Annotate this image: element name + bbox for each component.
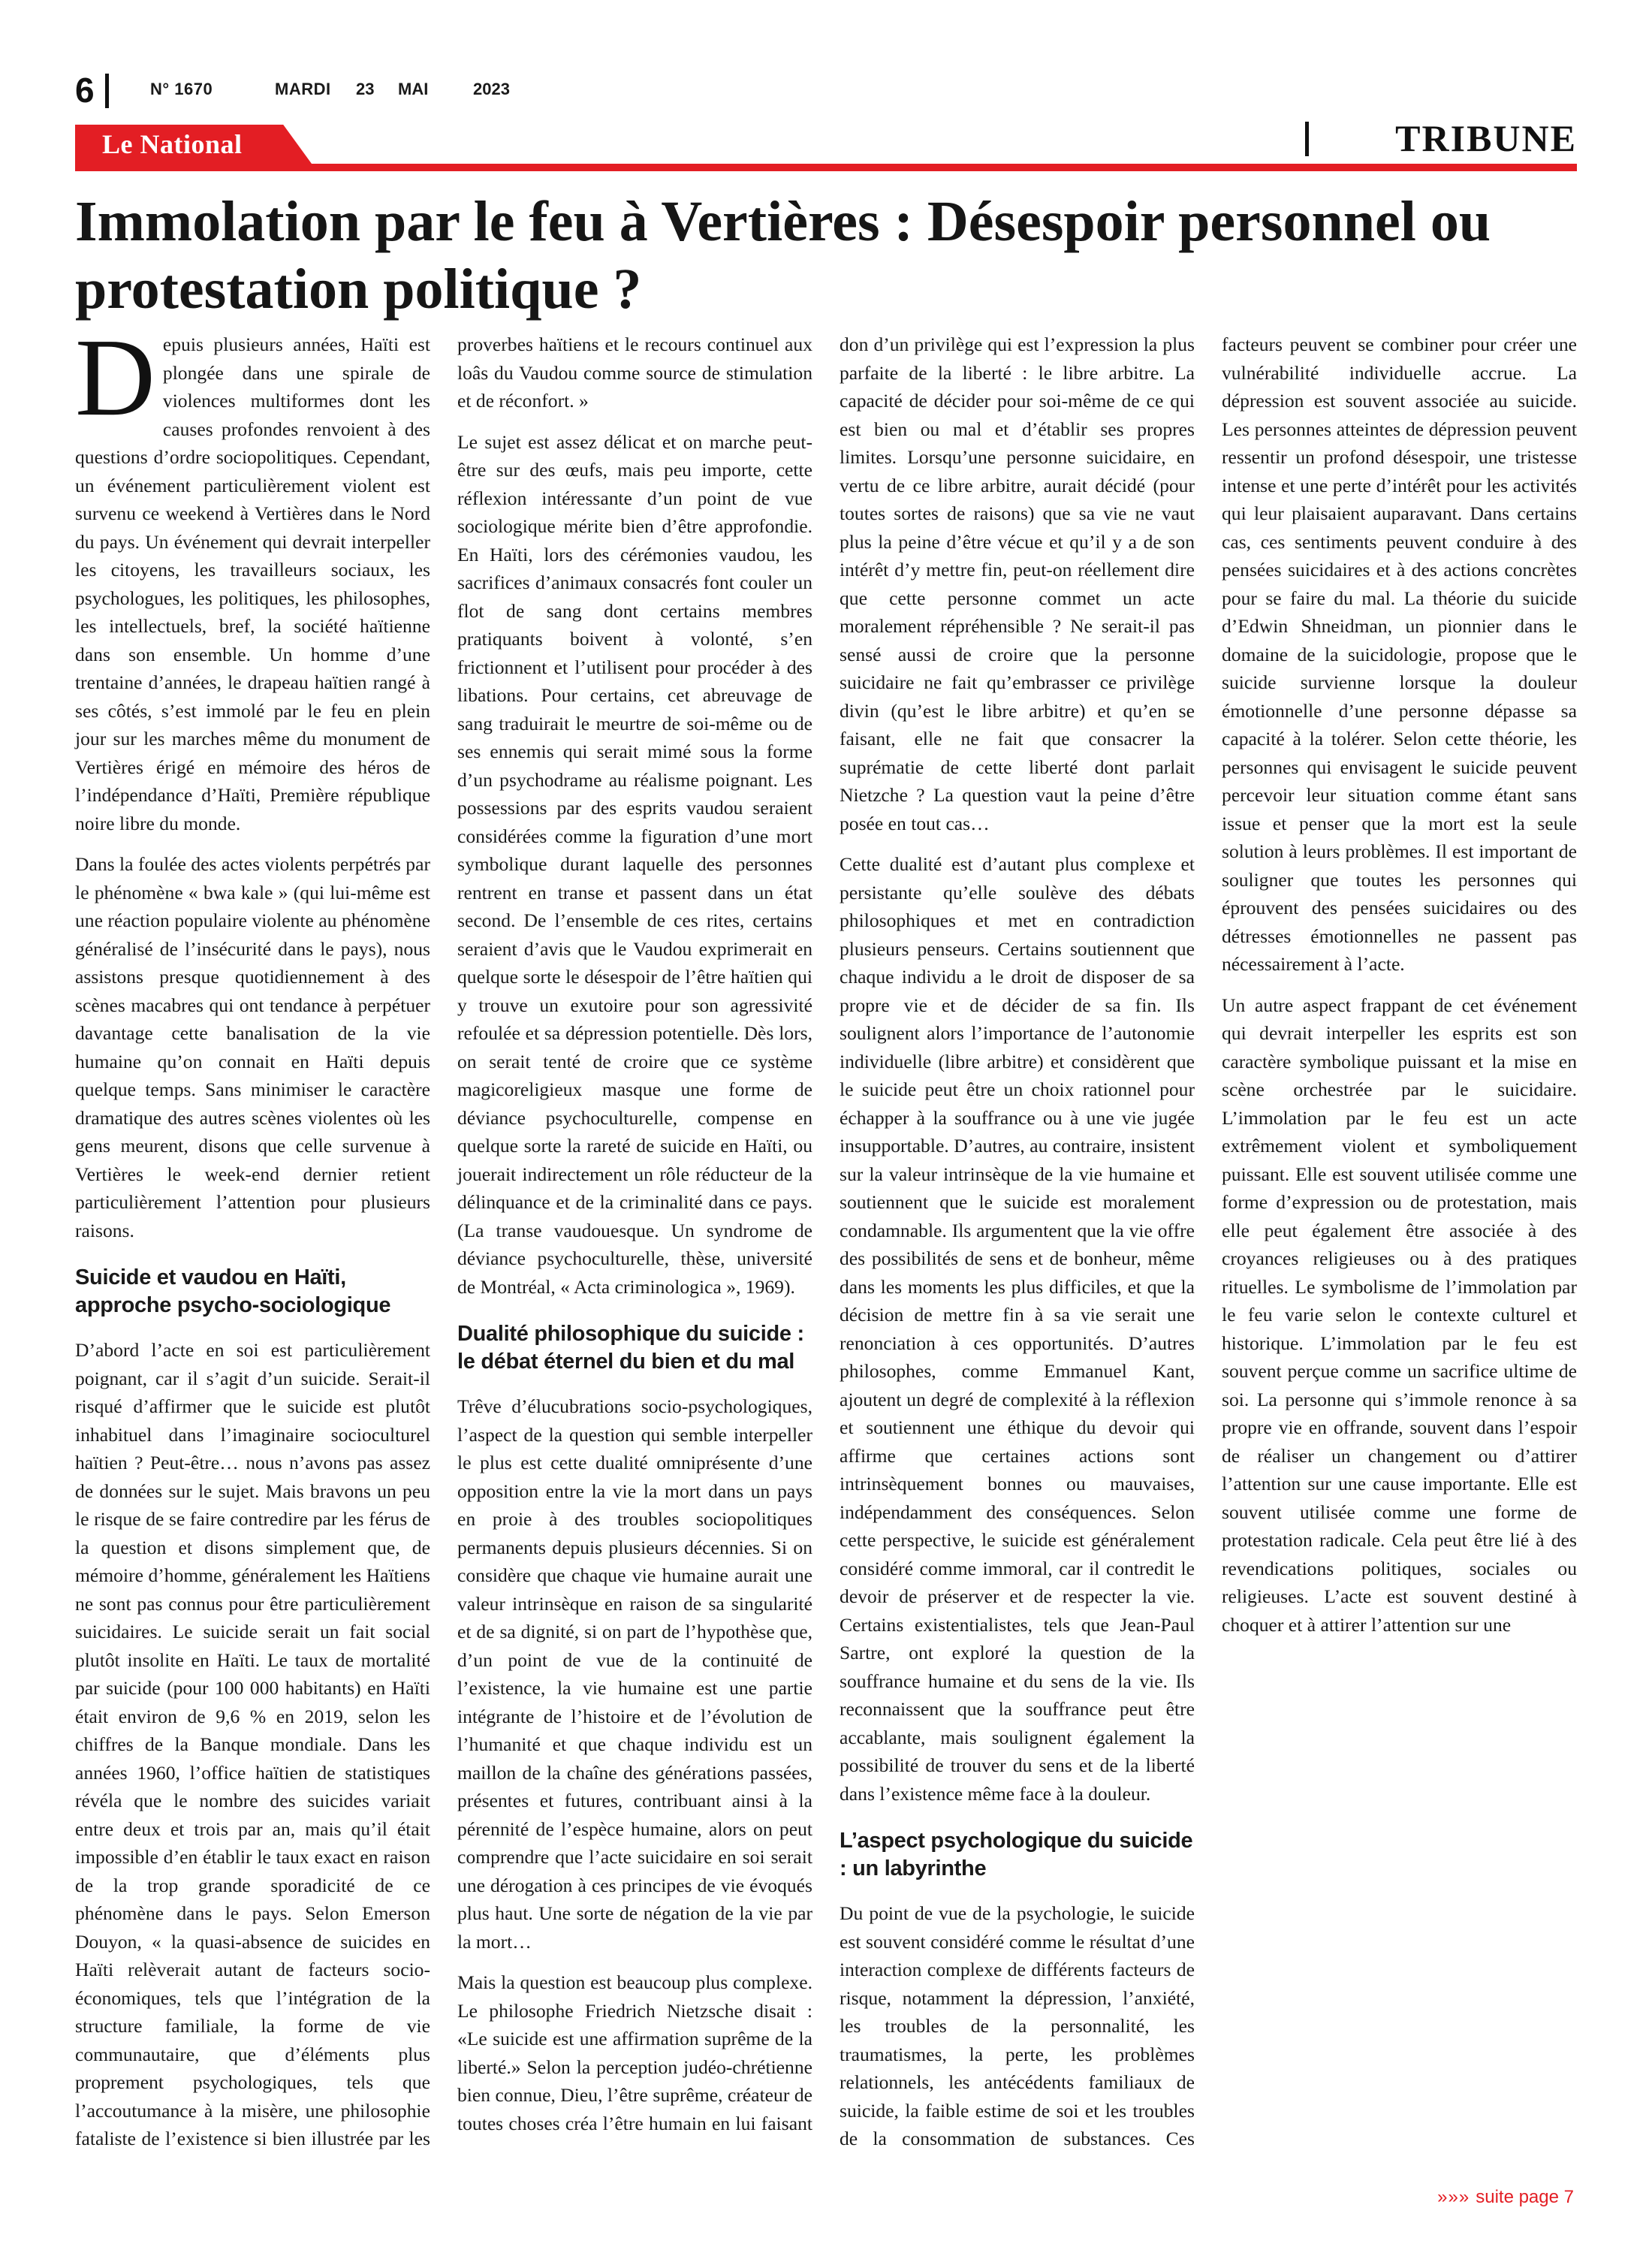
article-title: Immolation par le feu à Vertières : Désespoir personnel ou protestation politique ?: [75, 190, 1491, 321]
date-year: 2023: [473, 80, 510, 98]
header-rule: [75, 164, 1577, 171]
paragraph: Le sujet est assez délicat et on marche peut-être sur des œufs, mais peu importe, cette réflexion intéressante d’un point de vue sociologique mérite bien d’être approfondie. En Haïti, lors des cérémonies vaudou, les sacrifices d’animaux consacrés font couler un flot de sang dont certains membres pratiquants boivent à volonté, s’en frictionnent et l’utilisent pour procéder à des libations. Pour certains, cet abreuvage de sang traduirait le meurtre de soi-même ou de ses ennemis qui serait mimé sous la forme d’un psychodrame au réalisme poignant. Les possessions par des esprits vaudou seraient considérées comme la figuration d’une mort symbolique durant laquelle des personnes rentrent en transe et passent dans un état second. De l’ensemble de ces rites, certains seraient d’avis que le Vaudou exprimerait en quelque sorte le désespoir de l’être haïtien qui y trouve un exutoire pour son agressivité refoulée et sa dépression potentielle. Dès lors, on serait tenté de croire que ce système magicoreligieux masque une forme de déviance psychoculturelle, compense en quelque sorte la rareté de suicide en Haïti, ou jouerait indirectement un rôle réducteur de la délinquance et de la criminalité dans ce pays. (La transe vaudouesque. Un syndrome de déviance psychoculturelle, thèse, université de Montréal, « Acta criminologica », 1969).: [457, 430, 812, 1298]
paragraph: D’abord l’acte en soi est particulièrement poignant, car il s’agit d’un suicide. Serait-il risqué d’affirmer que le suicide est plutôt inhabituel dans l’imaginaire socioculturel haïtien ? Peut-être… nous n’avons pas assez de données sur le sujet. Mais bravons un peu le risque de se faire contredire par les férus de la question et disons simplement que, de mémoire d’homme, généralement les Haïtiens ne sont pas connus pour être particulièrement suicidaires. Le suicide serait un fait social plutôt insolite en Haïti. Le taux de mortalité par suicide (pour 100 000 habitants) en Haïti était environ de 9,6 % en 2019, selon les chiffres de la Banque mondiale. Dans les années 1960, l’office haïtien de statistiques révéla que le nombre des suicides variait entre deux et trois par an, mais qu’il était impossible d’en établir le taux exact en raison de la trop grande sporadicité de ce phénomène dans le pays. Selon Emerson Douyon, « la quasi-absence de suicides en Haïti relèverait autant de facteurs socio-économiques, tels que l’intégration de la structure familiale, la forme de vie communautaire, que d’éléments plus proprement psychologiques, tels que l’accoutumance à la misère, une philosophie fataliste de l’existence si bien illustrée par les proverbes haïtiens et le recours continuel aux loâs du Vaudou comme source de stimulation et de réconfort. »: [75, 333, 812, 2149]
paragraph: Du point de vue de la psychologie, le suicide est souvent considéré comme le résultat d’une interaction complexe de différents facteurs de risque, notamment la dépression, l’anxiété, les troubles de la personnalité, les traumatismes, la perte, les problèmes relationnels, les antécédents familiaux de suicide, la faible estime de soi et les troubles de la consommation de substances. Ces facteurs peuvent se combiner pour créer une vulnérabilité individuelle accrue. La dépression est souvent associée au suicide. Les personnes atteintes de dépression peuvent ressentir un profond désespoir, une tristesse intense et une perte d’intérêt pour les activités qui leur plaisaient auparavant. Dans certains cas, ces sentiments peuvent conduire à des pensées suicidaires et à des actions concrètes pour se faire du mal. La théorie du suicide d’Edwin Shneidman, un pionnier dans le domaine de la suicidologie, propose que le suicide survienne lorsque la douleur émotionnelle d’une personne dépasse sa capacité à la tolérer. Selon cette théorie, les personnes qui envisagent le suicide peuvent percevoir leur situation comme étant sans issue et penser que la mort est la seule solution à leurs problèmes. Il est important de souligner que toutes les personnes qui éprouvent des pensées suicidaires ou des détresses émotionnelles ne passent pas nécessairement à l’acte.: [840, 333, 1577, 2149]
paragraph: Cette dualité est d’autant plus complexe et persistante qu’elle soulève des débats philosophiques et met en contradiction plusieurs penseurs. Certains soutiennent que chaque individu a le droit de disposer de sa propre vie et de décider de sa fin. Ils soulignent alors l’importance de l’autonomie individuelle (libre arbitre) et considèrent que le suicide peut être un choix rationnel pour échapper à la souffrance ou à une vie jugée insupportable. D’autres, au contraire, insistent sur la valeur intrinsèque de la vie humaine et soutiennent que le suicide est moralement condamnable. Ils argumentent que la vie offre des possibilités de sens et de bonheur, même dans les moments les plus difficiles, et que la décision de mettre fin à sa vie serait une renonciation à ces opportunités. D’autres philosophes, comme Emmanuel Kant, ajoutent un degré de complexité à la réflexion et soutiennent une éthique du devoir qui affirme que certaines actions sont intrinsèquement bonnes ou mauvaises, indépendamment des conséquences. Selon cette perspective, le suicide est généralement considéré comme immoral, car il contredit le devoir de préserver et de respecter la vie. Certains existentialistes, tels que Jean-Paul Sartre, ont exploré la question de la souffrance humaine et du sens de la vie. Ils reconnaissent que la souffrance peut être accablante, mais soulignent également la possibilité de trouver du sens et de la liberté dans l’existence même face à la douleur.: [840, 853, 1195, 1805]
paragraph: Dans la foulée des actes violents perpétrés par le phénomène « bwa kale » (qui lui-même est une réaction populaire violente au phénomène généralisé de l’insécurité dans le pays), nous assistons presque quotidiennement à des scènes macabres qui ont tendance à perpétuer davantage cette banalisation de la vie humaine qu’on connait en Haïti depuis quelque temps. Sans minimiser le caractère dramatique des autres scènes violentes où les gens meurent, disons que celle survenue à Vertières le week-end dernier retient particulièrement l’attention pour plusieurs raisons.: [75, 853, 430, 1241]
article-body: [75, 316, 1577, 2163]
paragraph-intro-text: epuis plusieurs années, Haïti est plongée dans une spirale de violences multiformes dont les causes profondes renvoient à des questions d’ordre sociopolitiques. Cependant, un événement particulièrement violent est survenu ce weekend à Vertières dans le Nord du pays. Un événement qui devrait interpeller les citoyens, les travailleurs sociaux, les psychologues, les politiques, les philosophes, les intellectuels, bref, la société haïtienne dans son ensemble. Un homme d’une trentaine d’années, le drapeau haïtien rangé à ses côtés, s’est immolé par le feu en plein jour sur les marches même du monument de Vertières érigé en mémoire des héros de l’indépendance d’Haïti, Première république noire libre du monde.: [75, 333, 430, 834]
chevron-right-icon: »»»: [1437, 2187, 1470, 2207]
section-label: TRIBUNE: [1395, 117, 1577, 159]
date-number: 23: [356, 80, 375, 98]
page-number-divider: [105, 74, 109, 108]
date-day: MARDI: [275, 80, 331, 98]
subheading-psychologique: L’aspect psychologique du suicide : un labyrinthe: [840, 1829, 1193, 1881]
date-month: MAI: [398, 80, 429, 98]
paragraph: Un autre aspect frappant de cet événement qui devrait interpeller les esprits est son caractère symbolique puissant et la mise en scène orchestrée par le suicidaire. L’immolation par le feu est un acte extrêmement violent et symboliquement puissant. Elle est souvent utilisée comme une forme d’expression ou de protestation, mais elle peut également être associée à des croyances religieuses ou à des pratiques rituelles. Le symbolisme de l’immolation par le feu varie selon le contexte culturel et historique. L’immolation par le feu est souvent perçue comme un sacrifice ultime de soi. La personne qui s’immole renonce à sa propre vie en offrande, souvent dans l’espoir de réaliser un changement ou d’attirer l’attention sur une cause importante. Elle est souvent utilisée comme une forme de protestation radicale. Cela peut être lié à des revendications politiques, sociales ou religieuses. L’acte est souvent destiné à choquer et à attirer l’attention sur une: [1222, 994, 1577, 1636]
page-number: 6: [75, 71, 95, 110]
page-header: [75, 69, 1577, 114]
section-divider: [1305, 122, 1309, 156]
paragraph-intro: [75, 316, 430, 837]
subheading-dualite: Dualité philosophique du suicide : le débat éternel du bien et du mal: [457, 1322, 804, 1374]
continuation-link[interactable]: [1437, 2187, 1574, 2208]
issue-number: N° 1670: [150, 80, 213, 98]
paragraph: Trêve d’élucubrations socio-psychologiques, l’aspect de la question qui semble interpeller le plus est cette dualité omniprésente d’une opposition entre la vie la mort dans un pays en proie à des troubles sociopolitiques permanents depuis plusieurs décennies. Si on considère que chaque vie humaine aurait une valeur intrinsèque en raison de sa singularité et de sa dignité, si on part de l’hypothèse que, d’un point de vue de la continuité de l’existence, la vie humaine est une partie intégrante de l’histoire et de l’évolution de l’humanité et que chaque individu est un maillon de la chaîne des générations passées, présentes et futures, contribuant ainsi à la pérennité de l’espèce humaine, alors on peut comprendre que l’acte suicidaire en soi serait une dérogation à ces principes de vie évoqués plus haut. Une sorte de négation de la vie par la mort…: [457, 1395, 812, 1953]
newspaper-brand: Le National: [102, 129, 243, 159]
paragraph: Mais la question est beaucoup plus complexe. Le philosophe Friedrich Nietzsche disait : «Le suicide est une affirmation suprême de la liberté.» Selon la perception judéo-chrétienne bien connue, Dieu, l’être suprême, créateur de toutes choses créa l’être humain en lui faisant don d’un privilège qui est l’expression la plus parfaite de la liberté : le libre arbitre. La capacité de décider pour soi-même de ce qui est bien ou mal et d’établir ses propres limites. Lorsqu’une personne suicidaire, en vertu de ce libre arbitre, aurait décidé (pour toutes sortes de raisons) que sa vie ne vaut plus la peine d’être vécue et qu’il y a de son intérêt d’y mettre fin, peut-on réellement dire que cette personne commet un acte moralement répréhensible ? Ne serait-il pas sensé aussi de croire que la personne suicidaire ne fait qu’embrasser ce privilège divin (qu’est le libre arbitre) et qu’en se faisant, elle ne fait que consacrer la suprématie de cette liberté dont parlait Nietzche ? La question vaut la peine d’être posée en tout cas…: [457, 333, 1195, 2134]
drop-cap: D: [75, 316, 155, 439]
subheading-vaudou: Suicide et vaudou en Haïti, approche psycho-sociologique: [75, 1265, 391, 1317]
continuation-text: suite page 7: [1476, 2187, 1574, 2207]
